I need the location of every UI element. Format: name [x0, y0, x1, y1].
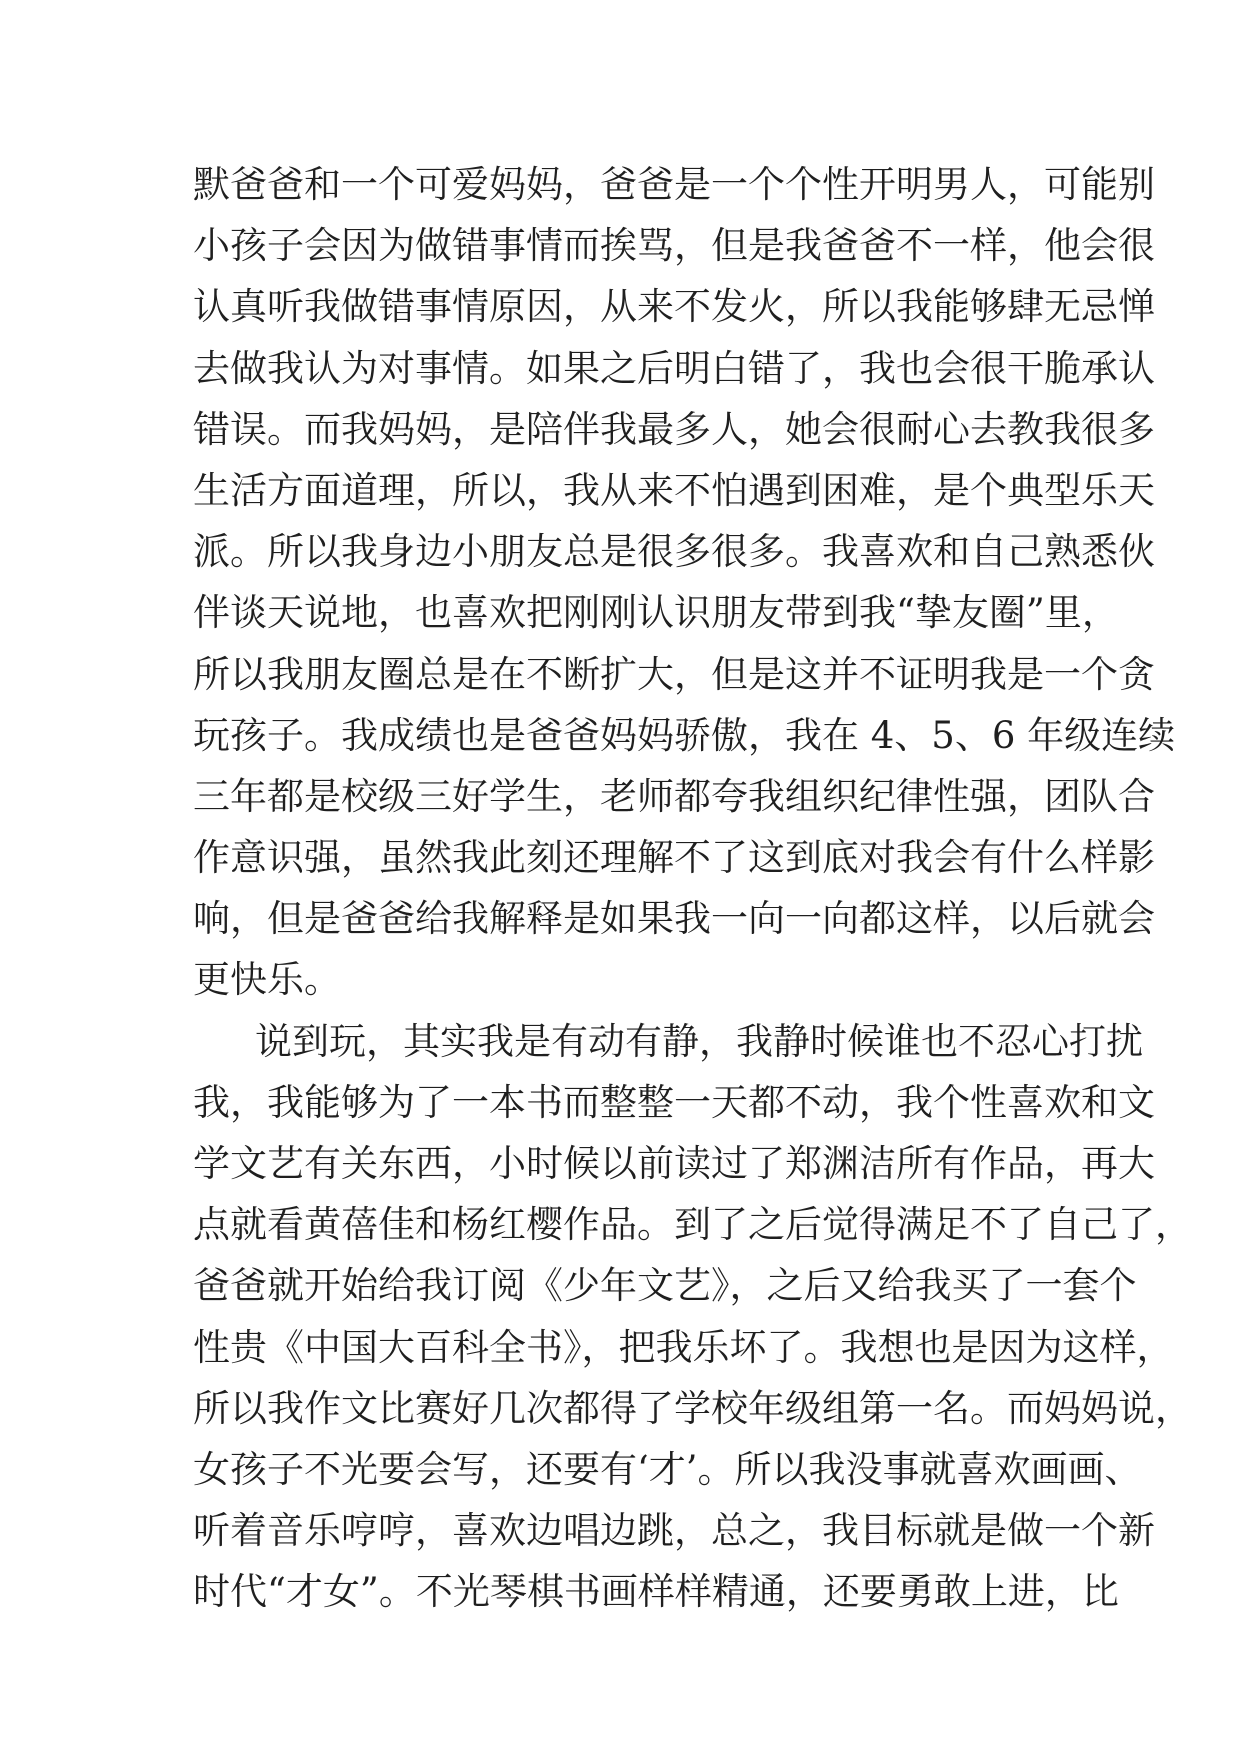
text-line: 说到玩，其实我是有动有静，我静时候谁也不忍心打扰: [255, 1019, 1143, 1063]
text-line: 响，但是爸爸给我解释是如果我一向一向都这样，以后就会: [193, 897, 1155, 941]
text-line: 学文艺有关东西，小时候以前读过了郑渊洁所有作品，再大: [193, 1142, 1155, 1185]
text-line: 派。所以我身边小朋友总是很多很多。我喜欢和自己熟悉伙: [193, 530, 1155, 574]
paragraph-1: [193, 154, 1176, 1011]
paragraph-2: [193, 1011, 1192, 1623]
text-line: 时代“才女”。不光琴棋书画样样精通，还要勇敢上进，比: [193, 1570, 1119, 1614]
text-line: 爸爸就开始给我订阅《少年文艺》，之后又给我买了一套个: [193, 1264, 1137, 1308]
text-line: 我，我能够为了一本书而整整一天都不动，我个性喜欢和文: [193, 1080, 1155, 1124]
text-line: 三年都是校级三好学生，老师都夸我组织纪律性强，团队合: [193, 774, 1155, 818]
text-line: 默爸爸和一个可爱妈妈，爸爸是一个个性开明男人，可能别: [193, 163, 1155, 206]
text-line: 玩孩子。我成绩也是爸爸妈妈骄傲，我在 4、5、6 年级连续: [193, 713, 1176, 757]
text-line: 听着音乐哼哼，喜欢边唱边跳，总之，我目标就是做一个新: [193, 1509, 1155, 1553]
document-body: [193, 154, 1192, 1623]
text-line: 更快乐。: [193, 958, 341, 1002]
text-line: 生活方面道理，所以，我从来不怕遇到困难，是个典型乐天: [193, 468, 1155, 512]
text-line: 作意识强，虽然我此刻还理解不了这到底对我会有什么样影: [193, 836, 1155, 880]
text-line: 认真听我做错事情原因，从来不发火，所以我能够肆无忌惮: [193, 285, 1155, 329]
text-line: 所以我作文比赛好几次都得了学校年级组第一名。而妈妈说，: [193, 1386, 1192, 1430]
text-line: 伴谈天说地，也喜欢把刚刚认识朋友带到我“挚友圈”里，: [193, 591, 1119, 635]
text-line: 点就看黄蓓佳和杨红樱作品。到了之后觉得满足不了自己了，: [193, 1203, 1192, 1247]
text-line: 性贵《中国大百科全书》，把我乐坏了。我想也是因为这样，: [193, 1325, 1174, 1369]
text-line: 去做我认为对事情。如果之后明白错了，我也会很干脆承认: [193, 346, 1155, 390]
text-line: 所以我朋友圈总是在不断扩大，但是这并不证明我是一个贪: [193, 652, 1155, 696]
text-line: 小孩子会因为做错事情而挨骂，但是我爸爸不一样，他会很: [193, 224, 1155, 268]
text-line: 女孩子不光要会写，还要有‘才’。所以我没事就喜欢画画、: [193, 1447, 1142, 1491]
text-line: 错误。而我妈妈，是陪伴我最多人，她会很耐心去教我很多: [193, 407, 1155, 451]
